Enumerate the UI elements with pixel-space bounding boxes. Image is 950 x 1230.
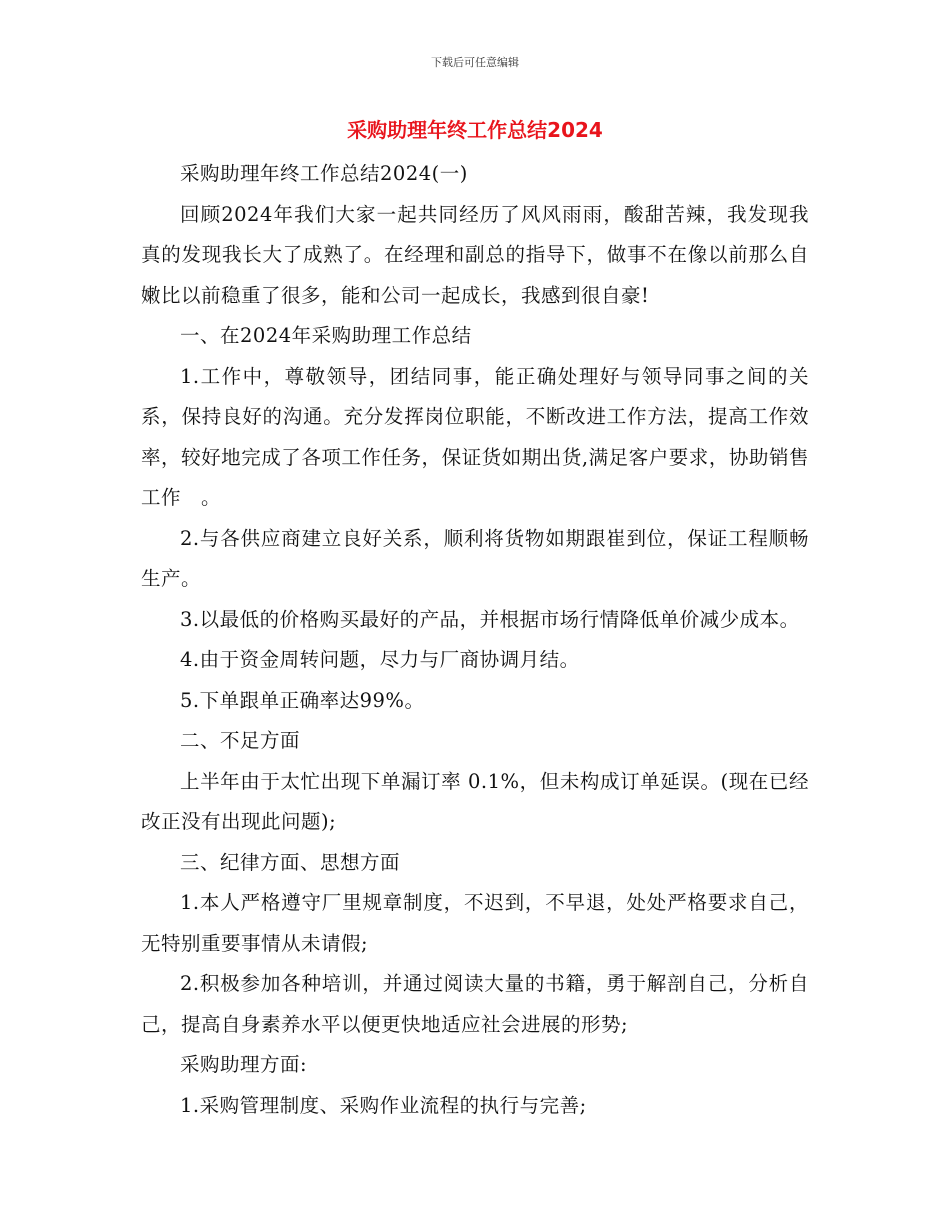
discipline-item-2: 2.积极参加各种培训，并通过阅读大量的书籍，勇于解剖自己，分析自己，提高自身素养水平以便更快地适应社会进展的形势; bbox=[141, 972, 809, 1036]
list-item-2: 2.与各供应商建立良好关系，顺利将货物如期跟崔到位，保证工程顺畅生产。 bbox=[141, 526, 809, 590]
section-heading-procurement: 采购助理方面: bbox=[180, 1053, 308, 1076]
list-item-1: 1.工作中，尊敬领导，团结同事，能正确处理好与领导同事之间的关系，保持良好的沟通。充分发挥岗位职能，不断改进工作方法，提高工作效率，较好地完成了各项工作任务，保证货如期出货,满足客户要求，协助销售工作 。 bbox=[141, 364, 809, 509]
list-item-5: 5.下单跟单正确率达99%。 bbox=[180, 688, 425, 712]
section-heading-summary: 一、在2024年采购助理工作总结 bbox=[180, 324, 472, 347]
paragraph-subtitle: 采购助理年终工作总结2024(一) bbox=[180, 162, 468, 185]
paragraph-intro: 回顾2024年我们大家一起共同经历了风风雨雨，酸甜苦辣，我发现我真的发现我长大了成熟了。在经理和副总的指导下，做事不在像以前那么自嫩比以前稳重了很多，能和公司一起成长，我感到很自豪! bbox=[141, 202, 809, 307]
document-body bbox=[141, 154, 809, 1126]
section-heading-shortcomings: 二、不足方面 bbox=[180, 729, 301, 752]
header-note: 下载后可任意编辑 bbox=[431, 56, 519, 69]
paragraph-shortcomings: 上半年由于太忙出现下单漏订率 0.1%，但未构成订单延误。(现在已经改正没有出现此问题); bbox=[141, 769, 809, 833]
list-item-3: 3.以最低的价格购买最好的产品，并根据市场行情降低单价减少成本。 bbox=[180, 607, 800, 631]
section-heading-discipline: 三、纪律方面、思想方面 bbox=[180, 850, 401, 874]
procurement-item-1: 1.采购管理制度、采购作业流程的执行与完善; bbox=[180, 1093, 587, 1117]
document-title: 采购助理年终工作总结2024 bbox=[347, 118, 603, 142]
list-item-4: 4.由于资金周转问题，尽力与厂商协调月结。 bbox=[180, 648, 580, 671]
discipline-item-1: 1.本人严格遵守厂里规章制度，不迟到，不早退，处处严格要求自己，无特别重要事情从未请假; bbox=[141, 891, 809, 955]
